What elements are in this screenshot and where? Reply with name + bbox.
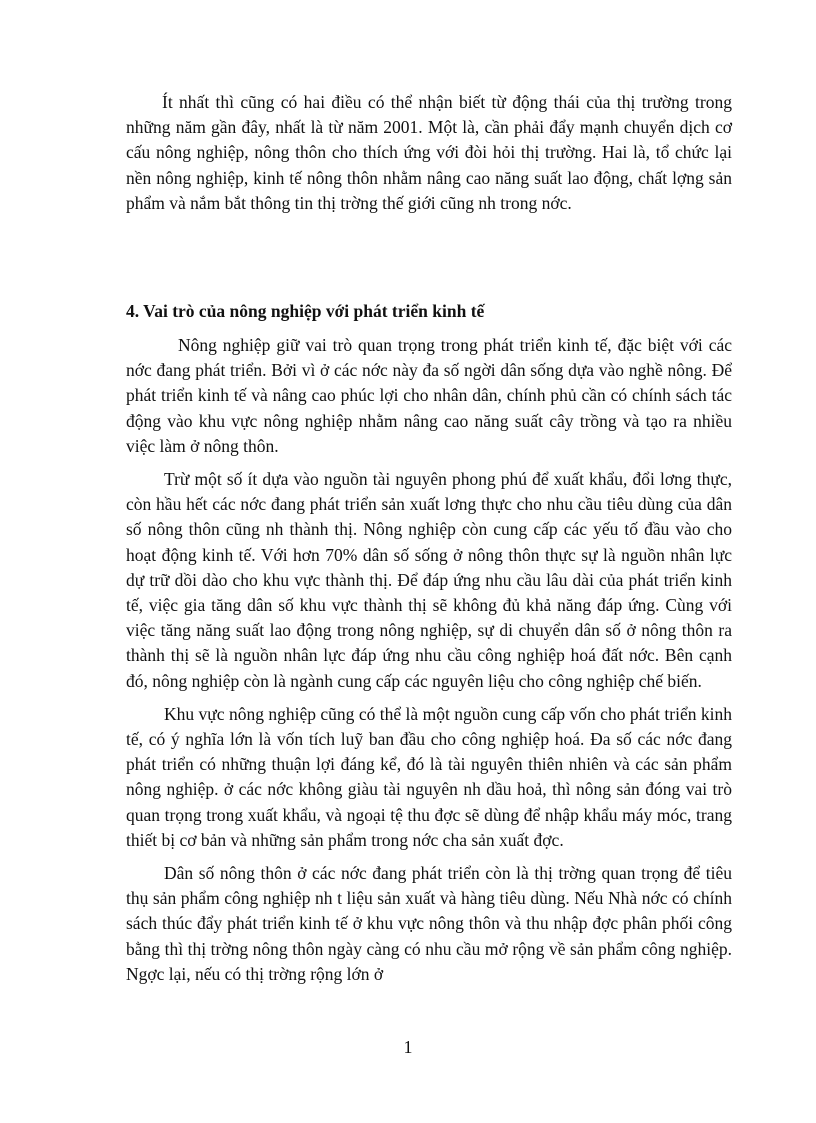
intro-paragraph: Ít nhất thì cũng có hai điều có thể nhận biết từ động thái của thị trường trong những năm gần đây, nhất là từ năm 2001. Một là, cần phải đẩy mạnh chuyển dịch cơ cấu nông nghiệp, nông thôn cho thích ứng với đòi hỏi thị trường. Hai là, tổ chức lại nền nông nghiệp, kinh tế nông thôn nhằm nâng cao năng suất lao động, chất lợng sản phẩm và nắm bắt thông tin thị trờng thế giới cũng nh trong nớc. xyxy=(126,92,732,213)
body-paragraph-4: Dân số nông thôn ở các nớc đang phát triển còn là thị trờng quan trọng để tiêu thụ sản phẩm công nghiệp nh t liệu sản xuất và hàng tiêu dùng. Nếu Nhà nớc có chính sách thúc đẩy phát triển kinh tế ở khu vực nông thôn và thu nhập đợc phân phối công bằng thì thị trờng nông thôn ngày càng có nhu cầu mở rộng về sản phẩm công nghiệp. Ngợc lại, nếu có thị trờng rộng lớn ở xyxy=(126,863,732,984)
section-heading: 4. Vai trò của nông nghiệp với phát triển kinh tế xyxy=(126,301,485,322)
document-page xyxy=(126,90,732,987)
body-paragraph-3: Khu vực nông nghiệp cũng có thể là một nguồn cung cấp vốn cho phát triển kinh tế, có ý nghĩa lớn là vốn tích luỹ ban đầu cho công nghiệp hoá. Đa số các nớc đang phát triển có những thuận lợi đáng kể, đó là tài nguyên thiên nhiên và các sản phẩm nông nghiệp. ở các nớc không giàu tài nguyên nh dầu hoả, thì nông sản đóng vai trò quan trọng trong xuất khẩu, và ngoại tệ thu đợc sẽ dùng để nhập khẩu máy móc, trang thiết bị cơ bản và những sản phẩm trong nớc cha sản xuất đợc. xyxy=(126,703,732,850)
body-paragraph-1: Nông nghiệp giữ vai trò quan trọng trong phát triển kinh tế, đặc biệt với các nớc đang phát triển. Bởi vì ở các nớc này đa số ngời dân sống dựa vào nghề nông. Để phát triển kinh tế và nâng cao phúc lợi cho nhân dân, chính phủ cần có chính sách tác động vào khu vực nông nghiệp nhằm nâng cao năng suất cây trồng và tạo ra nhiều việc làm ở nông thôn. xyxy=(126,335,732,456)
page-number: 1 xyxy=(403,1037,413,1057)
body-paragraph-2: Trừ một số ít dựa vào nguồn tài nguyên phong phú để xuất khẩu, đổi lơng thực, còn hầu hết các nớc đang phát triển sản xuất lơng thực cho nhu cầu tiêu dùng của dân số nông thôn cũng nh thành thị. Nông nghiệp còn cung cấp các yếu tố đầu vào cho hoạt động kinh tế. Với hơn 70% dân số sống ở nông thôn thực sự là nguồn nhân lực dự trữ dồi dào cho khu vực thành thị. Để đáp ứng nhu cầu lâu dài của phát triển kinh tế, việc gia tăng dân số khu vực thành thị sẽ không đủ khả năng đáp ứng. Cùng với việc tăng năng suất lao động trong nông nghiệp, sự di chuyển dân số ở nông thôn ra thành thị sẽ là nguồn nhân lực đáp ứng nhu cầu công nghiệp hoá đất nớc. Bên cạnh đó, nông nghiệp còn là ngành cung cấp các nguyên liệu cho công nghiệp chế biến. xyxy=(126,469,732,691)
